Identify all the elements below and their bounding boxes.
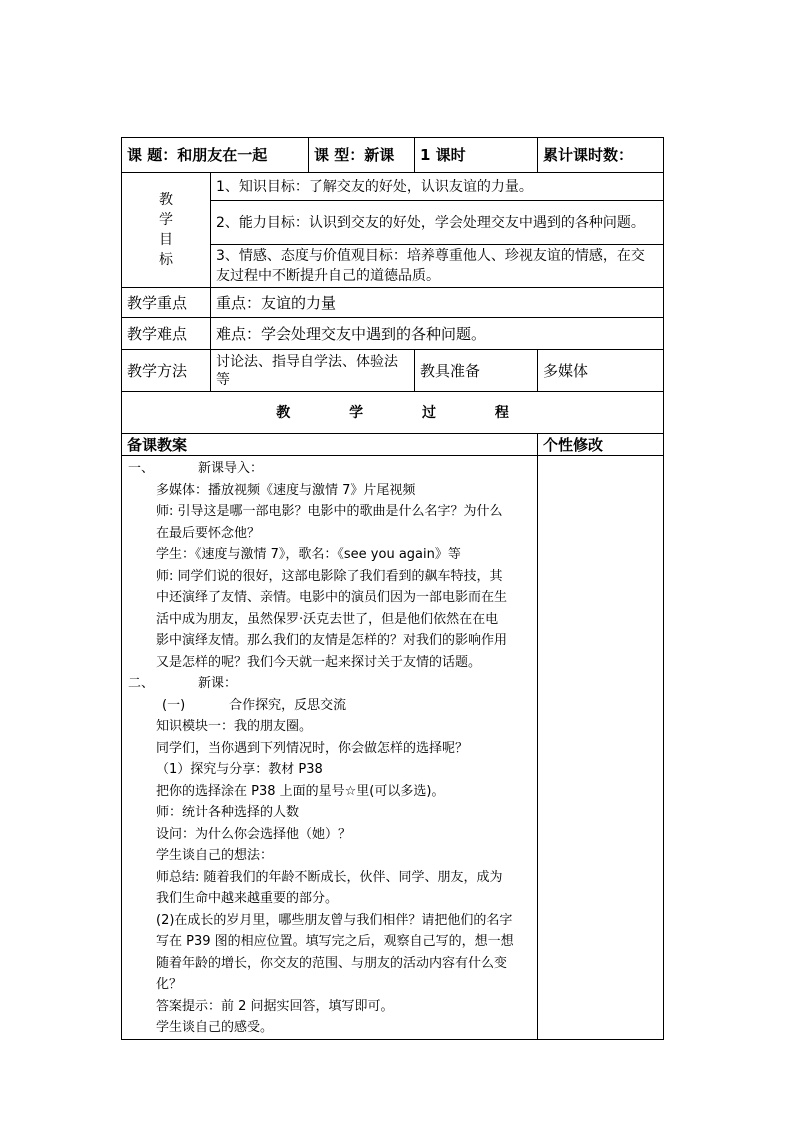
method-row <box>122 350 664 392</box>
tools-label: 教具准备 <box>415 350 538 392</box>
method-label: 教学方法 <box>122 350 211 392</box>
goals-label-char: 标 <box>159 252 173 268</box>
content-line: 活中成为朋友，虽然保罗·沃克去世了，但是他们依然在在电 <box>156 611 499 627</box>
content-line: 多媒体：播放视频《速度与激情 7》片尾视频 <box>156 482 416 498</box>
content-line: 同学们，当你遇到下列情况时，你会做怎样的选择呢？ <box>156 740 469 756</box>
header-row <box>122 138 664 173</box>
content-line: 师: 引导这是哪一部电影？电影中的歌曲是什么名字？为什么 <box>156 504 503 519</box>
content-line: 写在 P39 图的相应位置。填写完之后，观察自己写的，想一想 <box>156 934 514 949</box>
difficulty-label: 教学难点 <box>122 318 211 350</box>
content-line: 随着年龄的增长，你交友的范围、与朋友的活动内容有什么变 <box>156 955 508 971</box>
content-line: （1）探究与分享：教材 P38 <box>156 762 323 777</box>
goal-row-1 <box>122 173 664 201</box>
content-line: 中还演绎了友情、亲情。电影中的演员们因为一部电影而在生 <box>156 590 508 605</box>
subsection-heading: (一) 合作探究，反思交流 <box>162 697 347 713</box>
process-title-char: 学 <box>349 404 364 421</box>
content-line: 在最后要怀念他？ <box>156 525 261 541</box>
lesson-plan-table <box>121 137 664 1040</box>
plan-header: 备课教案 <box>122 434 538 456</box>
process-header-row <box>122 434 664 456</box>
hours-cell: 1 课时 <box>415 138 538 173</box>
difficulty-row <box>122 318 664 350</box>
key-point-row <box>122 288 664 318</box>
goal-ability: 2、能力目标：认识到交友的好处，学会处理交友中遇到的各种问题。 <box>211 201 664 245</box>
section-heading: 一、 新课导入： <box>128 461 264 476</box>
key-point-value: 重点：友谊的力量 <box>211 288 664 318</box>
content-line: 影中演绎友情。那么我们的友情是怎样的？对我们的影响作用 <box>156 633 508 648</box>
content-line: 师: 同学们说的很好，这部电影除了我们看到的飙车特技，其 <box>156 568 503 584</box>
content-line: 学生：《速度与激情 7》，歌名：《see you again》等 <box>156 547 461 562</box>
goals-label <box>122 173 211 288</box>
content-line: 学生谈自己的感受。 <box>156 1020 274 1035</box>
content-line: 设问：为什么你会选择他（她）？ <box>156 826 352 842</box>
content-line: 我们生命中越来越重要的部分。 <box>156 891 339 906</box>
lesson-content <box>122 456 538 1040</box>
content-line: 化？ <box>156 977 183 992</box>
method-value: 讨论法、指导自学法、体验法等 <box>211 350 415 392</box>
content-line: (2)在成长的岁月里，哪些朋友曾与我们相伴？请把他们的名字 <box>156 912 513 928</box>
content-line: 知识模块一：我的朋友圈。 <box>156 719 313 734</box>
tools-value: 多媒体 <box>538 350 664 392</box>
section-heading: 二、 新课： <box>128 676 238 691</box>
topic-cell: 课 题：和朋友在一起 <box>122 138 309 173</box>
total-hours-cell: 累计课时数： <box>538 138 664 173</box>
content-line: 答案提示：前 2 问据实回答，填写即可。 <box>156 998 394 1014</box>
goals-label-char: 学 <box>159 212 173 228</box>
process-title-char: 程 <box>494 404 509 421</box>
process-title-char: 教 <box>276 404 291 421</box>
content-line: 把你的选择涂在 P38 上面的星号☆里(可以多选)。 <box>156 783 445 799</box>
process-title <box>122 392 664 434</box>
process-body-row <box>122 456 664 1040</box>
content-line: 师总结: 随着我们的年龄不断成长，伙伴、同学、朋友，成为 <box>156 869 503 885</box>
content-line: 又是怎样的呢？我们今天就一起来探讨关于友情的话题。 <box>156 654 482 670</box>
modification-header: 个性修改 <box>538 434 664 456</box>
difficulty-value: 难点：学会处理交友中遇到的各种问题。 <box>211 318 664 350</box>
content-line: 学生谈自己的想法： <box>156 848 274 863</box>
type-cell: 课 型：新课 <box>309 138 415 173</box>
goal-emotion: 3、情感、态度与价值观目标：培养尊重他人、珍视友谊的情感，在交友过程中不断提升自己的道德品质。 <box>211 245 664 288</box>
goals-label-char: 目 <box>159 232 173 248</box>
content-line: 师：统计各种选择的人数 <box>156 805 300 820</box>
goal-knowledge: 1、知识目标：了解交友的好处，认识友谊的力量。 <box>211 173 664 201</box>
goals-label-char: 教 <box>159 192 173 208</box>
process-title-char: 过 <box>421 404 436 421</box>
process-title-row <box>122 392 664 434</box>
key-point-label: 教学重点 <box>122 288 211 318</box>
modification-column <box>538 456 664 1040</box>
